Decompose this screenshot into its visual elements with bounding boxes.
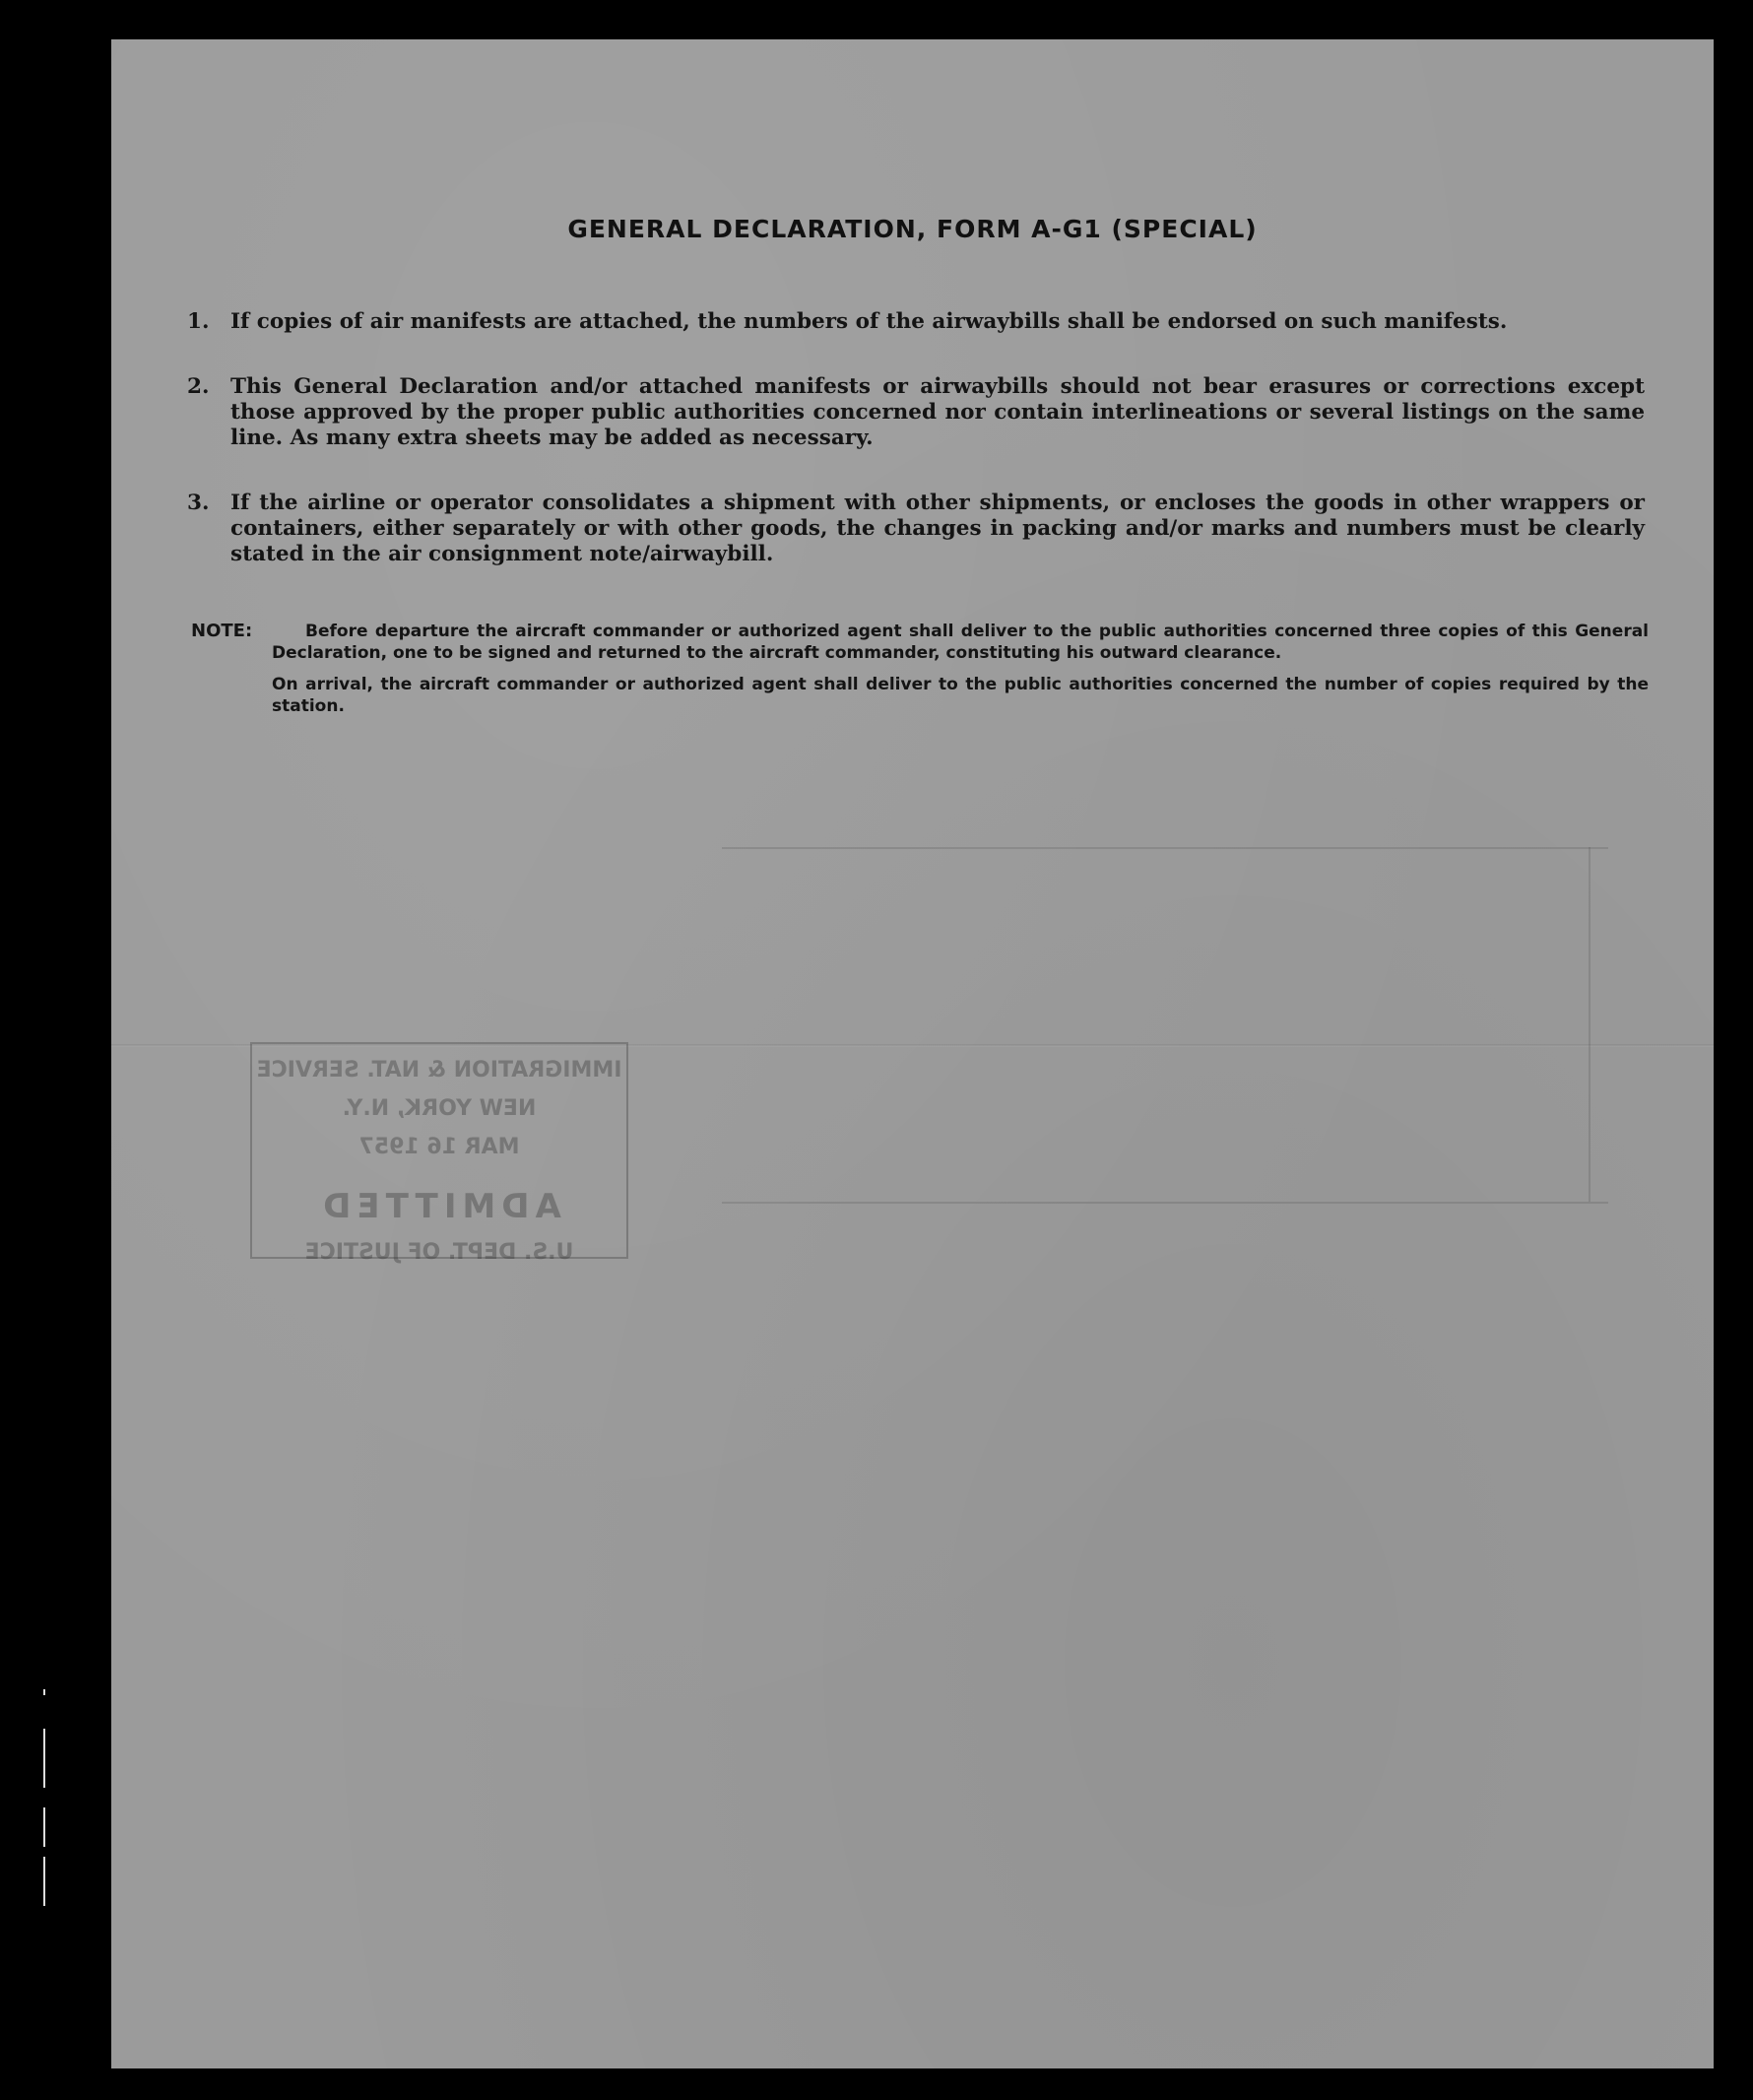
stamp-line: MAR 16 1957 [358,1135,520,1159]
stamp-line: NEW YORK, N.Y. [342,1096,537,1121]
item-number: 2. [187,374,210,399]
show-through-stamp [250,1042,628,1265]
item-text: If the airline or operator consolidates a shipment with other shipments, or encloses the goods in other wrappers or containers, either separately or with other goods, the changes in packing and/or marks and numbers must be clearly stated in the air consignment note/airwaybill. [230,491,1645,566]
item-number: 1. [187,309,210,334]
instruction-item [187,374,1645,451]
stamp-line: U.S. DEPT. OF JUSTICE [304,1240,574,1265]
note-paragraph: Before departure the aircraft commander or authorized agent shall deliver to the public authorities concerned three copies of this General Declaration, one to be signed and returned to the aircraft commander, constituting his outward clearance. [272,622,1649,663]
item-text: This General Declaration and/or attached manifests or airwaybills should not bear erasures or corrections except those approved by the proper public authorities concerned nor contain interlineations or several listings on the same line. As many extra sheets may be added as necessary. [230,374,1645,450]
instruction-item [187,309,1645,335]
stamp-line: IMMIGRATION & NAT. SERVICE [256,1058,622,1083]
item-text: If copies of air manifests are attached, the numbers of the airwaybills shall be endorsed on such manifests. [230,309,1508,334]
show-through-line [722,1202,1608,1204]
show-through-line [1589,847,1591,1202]
note-paragraph: On arrival, the aircraft commander or authorized agent shall deliver to the public authorities concerned the number of copies required by the station. [272,675,1649,716]
show-through-line [722,847,1608,849]
stamp-line: ADMITTED [317,1187,561,1226]
note-label: NOTE: [191,621,253,641]
form-title: GENERAL DECLARATION, FORM A-G1 (SPECIAL) [567,215,1258,243]
note-block [191,621,1649,717]
document-page [111,39,1714,2068]
instruction-item [187,491,1645,567]
item-number: 3. [187,491,210,515]
scan-edge-marks [41,1689,47,1906]
